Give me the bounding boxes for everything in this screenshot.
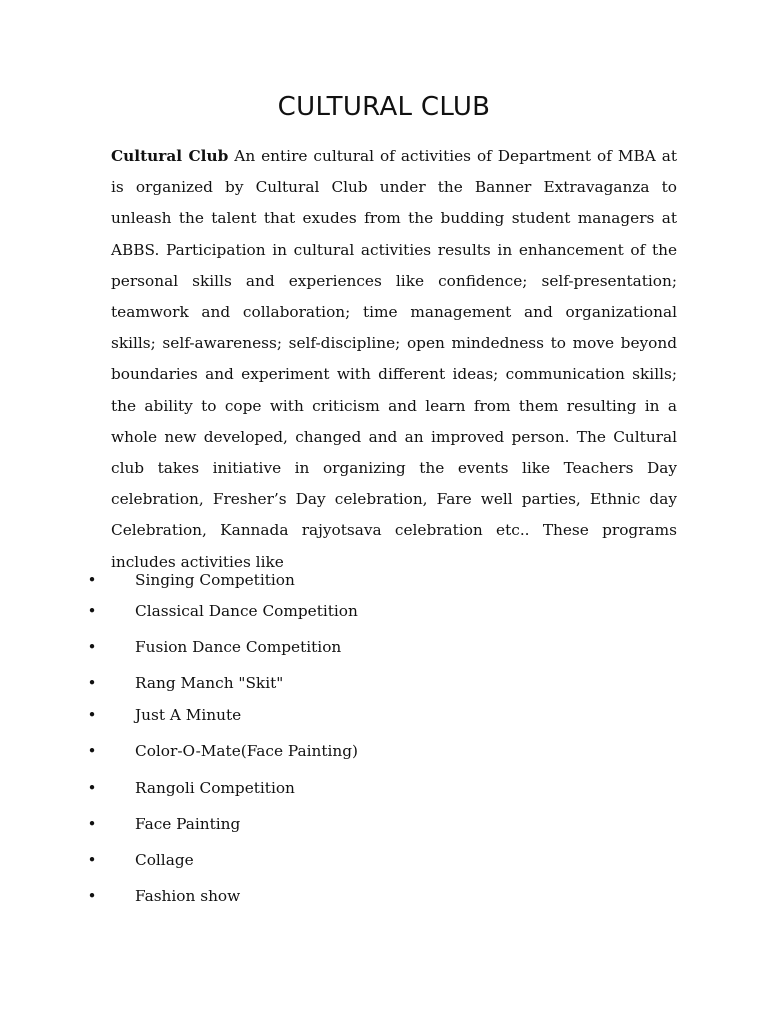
- list-item: [0, 776, 768, 800]
- list-item-label: Color-O-Mate(Face Painting): [135, 742, 359, 760]
- bullet: •: [87, 602, 97, 620]
- list-item: [0, 848, 768, 872]
- list-item-label: Rangoli Competition: [135, 779, 295, 797]
- list-item: [0, 703, 768, 727]
- page-title: CULTURAL CLUB: [277, 92, 491, 122]
- list-item: [0, 671, 768, 695]
- list-item-label: Collage: [135, 851, 194, 869]
- list-item-label: Singing Competition: [135, 571, 295, 589]
- list-item: [0, 635, 768, 659]
- bullet: •: [87, 887, 97, 905]
- list-item: [0, 599, 768, 623]
- list-item: [0, 568, 768, 592]
- intro-text: An entire cultural of activities of Department of MBA at is organized by Cultural Club under the Banner Extravaganza to unleash the talent that exudes from the budding student managers at ABBS. Participation in cultural activities results in enhancement of the personal skills and experiences like confidence; self-presentation; teamwork and collaboration; time management and organizational skills; self-awareness; self-discipline; open mindedness to move beyond boundaries and experiment with different ideas; communication skills; the ability to cope with criticism and learn from them resulting in a whole new developed, changed and an improved person. The Cultural club takes initiative in organizing the events like Teachers Day celebration, Fresher’s Day celebration, Fare well parties, Ethnic day Celebration, Kannada rajyotsava celebration etc.. These programs includes activities like: [111, 147, 677, 571]
- intro-paragraph: [111, 141, 677, 578]
- list-item: [0, 812, 768, 836]
- list-item-label: Classical Dance Competition: [135, 602, 358, 620]
- bullet: •: [87, 815, 97, 833]
- list-item-label: Just A Minute: [135, 706, 242, 724]
- bullet: •: [87, 851, 97, 869]
- bullet: •: [87, 571, 97, 589]
- bullet: •: [87, 674, 97, 692]
- bullet: •: [87, 742, 97, 760]
- list-item: [0, 739, 768, 763]
- list-item-label: Rang Manch "Skit": [135, 674, 284, 692]
- list-item: [0, 884, 768, 908]
- intro-lead: Cultural Club: [111, 147, 229, 165]
- list-item-label: Fusion Dance Competition: [135, 638, 342, 656]
- list-item-label: Face Painting: [135, 815, 241, 833]
- bullet: •: [87, 706, 97, 724]
- list-item-label: Fashion show: [135, 887, 241, 905]
- bullet: •: [87, 638, 97, 656]
- bullet: •: [87, 779, 97, 797]
